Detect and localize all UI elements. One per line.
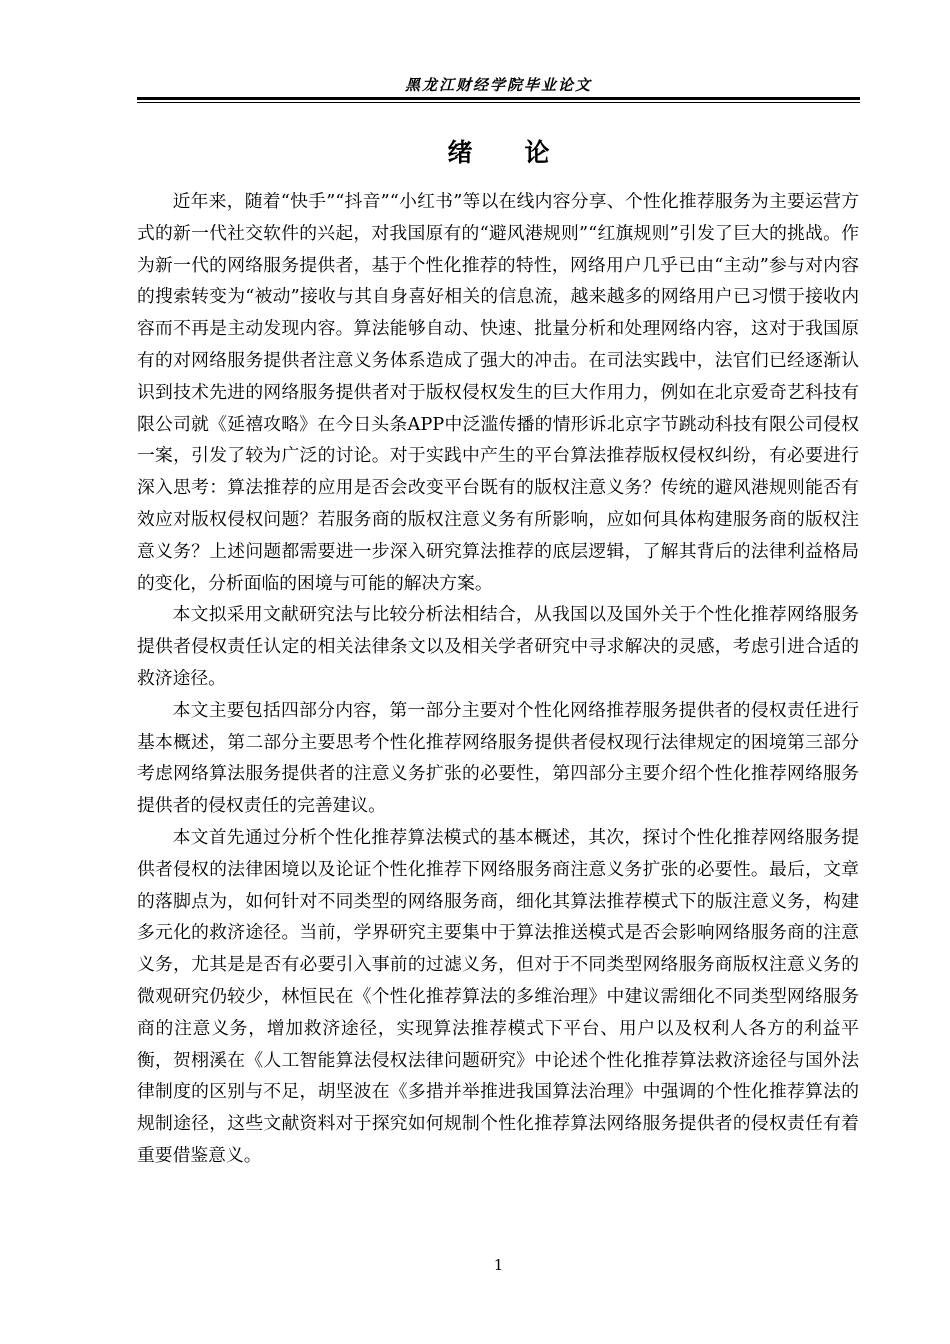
body-text <box>137 186 859 1172</box>
paragraph-4: 本文首先通过分析个性化推荐算法模式的基本概述，其次，探讨个性化推荐网络服务提供者侵权的法律困境以及论证个性化推荐下网络服务商注意义务扩张的必要性。最后，文章的落脚点为，如何针对不同类型的网络服务商，细化其算法推荐模式下的版注意义务，构建多元化的救济途径。当前，学界研究主要集中于算法推送模式是否会影响网络服务商的注意义务，尤其是是否有必要引入事前的过滤义务，但对于不同类型网络服务商版权注意义务的微观研究仍较少，林恒民在《个性化推荐算法的多维治理》中建议需细化不同类型网络服务商的注意义务，增加救济途径，实现算法推荐模式下平台、用户以及权利人各方的利益平衡，贺栩溪在《人工智能算法侵权法律问题研究》中论述个性化推荐算法救济途径与国外法律制度的区别与不足，胡坚波在《多措并举推进我国算法治理》中强调的个性化推荐算法的规制途径，这些文献资料对于探究如何规制个性化推荐算法网络服务提供者的侵权责任有着重要借鉴意义。 <box>137 826 859 1166</box>
page-number: 1 <box>493 1256 504 1274</box>
section-title: 绪论 <box>447 138 602 167</box>
paragraph-3: 本文主要包括四部分内容，第一部分主要对个性化网络推荐服务提供者的侵权责任进行基本概述，第二部分主要思考个性化推荐网络服务提供者侵权现行法律规定的困境第三部分考虑网络算法服务提供者的注意义务扩张的必要性，第四部分主要介绍个性化推荐网络服务提供者的侵权责任的完善建议。 <box>137 699 859 817</box>
running-header: 黑龙江财经学院毕业论文 <box>404 76 592 94</box>
header-rule-thick <box>137 97 860 100</box>
paragraph-2: 本文拟采用文献研究法与比较分析法相结合，从我国以及国外关于个性化推荐网络服务提供者侵权责任认定的相关法律条文以及相关学者研究中寻求解决的灵感，考虑引进合适的救济途径。 <box>137 604 859 689</box>
header-rule-thin <box>137 102 860 103</box>
paragraph-1: 近年来，随着“快手”“抖音”“小红书”等以在线内容分享、个性化推荐服务为主要运营方式的新一代社交软件的兴起，对我国原有的“避风港规则”“红旗规则”引发了巨大的挑战。作为新一代的网络服务提供者，基于个性化推荐的特性，网络用户几乎已由“主动”参与对内容的搜索转变为“被动”接收与其自身喜好相关的信息流，越来越多的网络用户已习惯于接收内容而不再是主动发现内容。算法能够自动、快速、批量分析和处理网络内容，这对于我国原有的对网络服务提供者注意义务体系造成了强大的冲击。在司法实践中，法官们已经逐渐认识到技术先进的网络服务提供者对于版权侵权发生的巨大作用力，例如在北京爱奇艺科技有限公司就《延禧攻略》在今日头条APP中泛滥传播的情形诉北京字节跳动科技有限公司侵权一案，引发了较为广泛的讨论。对于实践中产生的平台算法推荐版权侵权纠纷，有必要进行深入思考：算法推荐的应用是否会改变平台既有的版权注意义务？传统的避风港规则能否有效应对版权侵权问题？若服务商的版权注意义务有所影响，应如何具体构建服务商的版权注意义务？上述问题都需要进一步深入研究算法推荐的底层逻辑，了解其背后的法律利益格局的变化，分析面临的困境与可能的解决方案。 <box>137 191 859 594</box>
